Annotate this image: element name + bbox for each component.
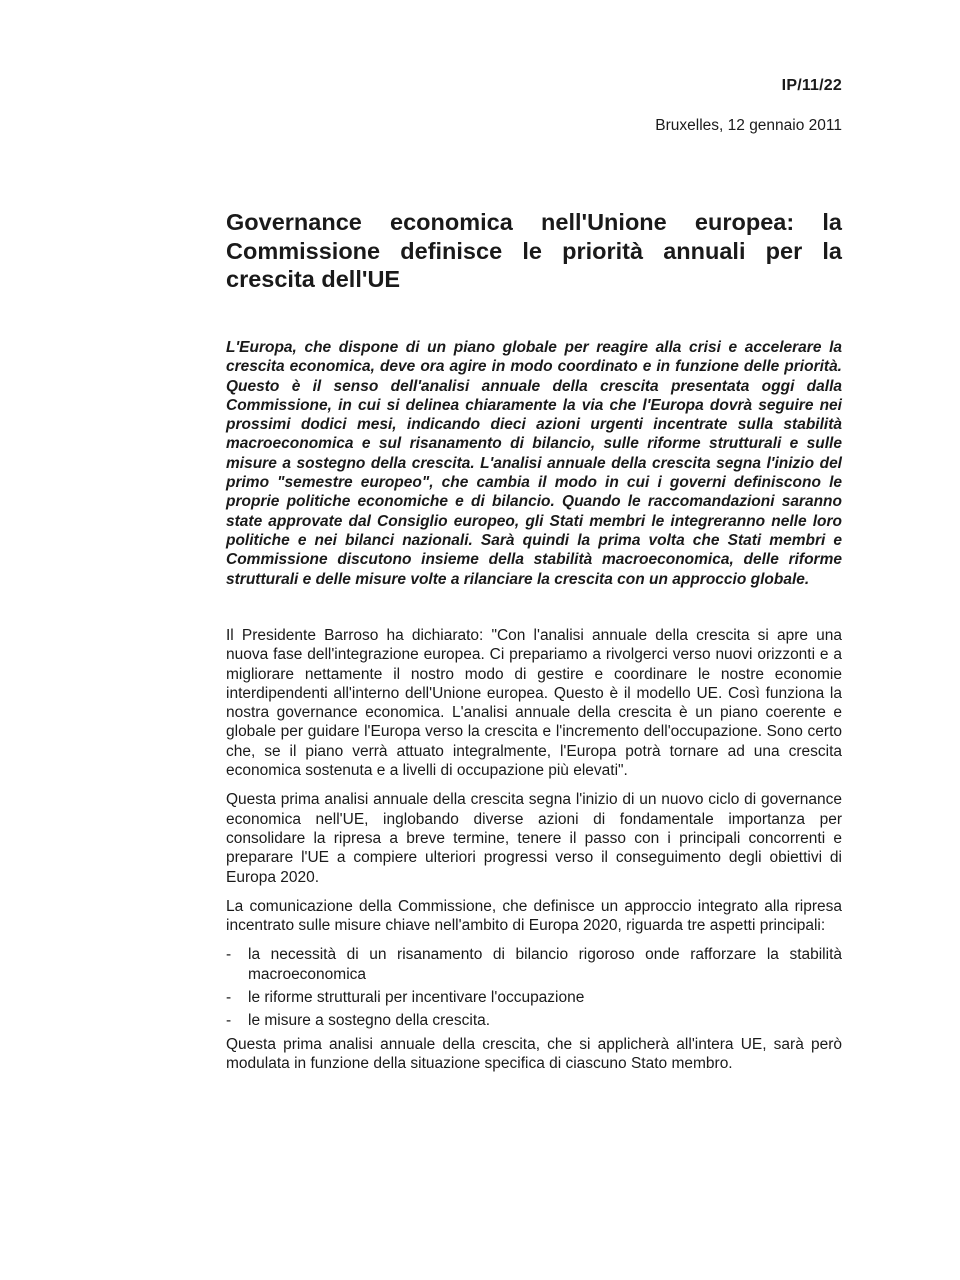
lead-paragraph: L'Europa, che dispone di un piano globale per reagire alla crisi e accelerare la crescita economica, deve ora agire in modo coordinato e in funzione delle priorità. Questo è il senso dell'analisi annuale della crescita presentata oggi dalla Commissione, in cui si delinea chiaramente la via che l'Europa dovrà seguire nei prossimi dodici mesi, indicando dieci azioni urgenti incentrate sulla stabilità macroeconomica e sul risanamento di bilancio, sulle riforme strutturali e sulle misure a sostegno della crescita. L'analisi annuale della crescita segna l'inizio del primo "semestre europeo", che cambia il modo in cui i governi definiscono le proprie politiche economiche e di bilancio. Quando le raccomandazioni saranno state approvate dal Consiglio europeo, gli Stati membri le integreranno nelle loro politiche e nei bilanci nazionali. Sarà quindi la prima volta che Stati membri e Commissione discutono insieme della stabilità macroeconomica, delle riforme strutturali e delle misure volte a rilanciare la crescita con un approccio globale. [226, 339, 842, 588]
list-item [226, 945, 842, 984]
list-item [226, 1011, 842, 1030]
document-title: Governance economica nell'Unione europea: la Commissione definisce le priorità annuali per la crescita dell'UE [226, 209, 842, 292]
priority-list [226, 945, 842, 1030]
body-paragraph-communication: La comunicazione della Commissione, che definisce un approccio integrato alla ripresa incentrato sulle misure chiave nell'ambito di Europa 2020, riguarda tre aspetti principali: [226, 897, 842, 935]
body-text [226, 626, 842, 1083]
dateline: Bruxelles, 12 gennaio 2011 [655, 117, 842, 134]
closing-paragraph: Questa prima analisi annuale della crescita, che si applicherà all'intera UE, sarà però modulata in funzione della situazione specifica di ciascuno Stato membro. [226, 1035, 842, 1072]
list-item-text: la necessità di un risanamento di bilancio rigoroso onde rafforzare la stabilità macroeconomica [248, 946, 842, 983]
press-release-reference: IP/11/22 [781, 77, 842, 94]
list-item-text: le riforme strutturali per incentivare l'occupazione [248, 989, 585, 1007]
list-bullet-dash: - [226, 1012, 232, 1030]
list-item [226, 988, 842, 1007]
body-paragraph-cycle: Questa prima analisi annuale della crescita segna l'inizio di un nuovo ciclo di governance economica nell'UE, inglobando diverse azioni di fondamentale importanza per consolidare la ripresa a breve termine, tenere il passo con i principali concorrenti e preparare l'UE a compiere ulteriori progressi verso il conseguimento degli obiettivi di Europa 2020. [226, 791, 842, 886]
list-item-text: le misure a sostegno della crescita. [248, 1012, 491, 1030]
list-bullet-dash: - [226, 946, 232, 964]
body-paragraph-quote: Il Presidente Barroso ha dichiarato: "Con l'analisi annuale della crescita si apre una nuova fase dell'integrazione europea. Ci prepariamo a rivolgerci verso nuovi orizzonti e a migliorare nettamente il nostro modo di gestire e coordinare le nostre economie interdipendenti all'interno dell'Unione europea. Questo è il modello UE. Così funziona la nostra governance economica. L'analisi annuale della crescita è un piano coerente e globale per guidare l'Europa verso la crescita e l'incremento dell'occupazione. Sono certo che, se il piano verrà attuato integralmente, l'Europa potrà tornare ad una crescita economica sostenuta e a livelli di occupazione più elevati". [226, 627, 842, 780]
list-bullet-dash: - [226, 989, 232, 1007]
